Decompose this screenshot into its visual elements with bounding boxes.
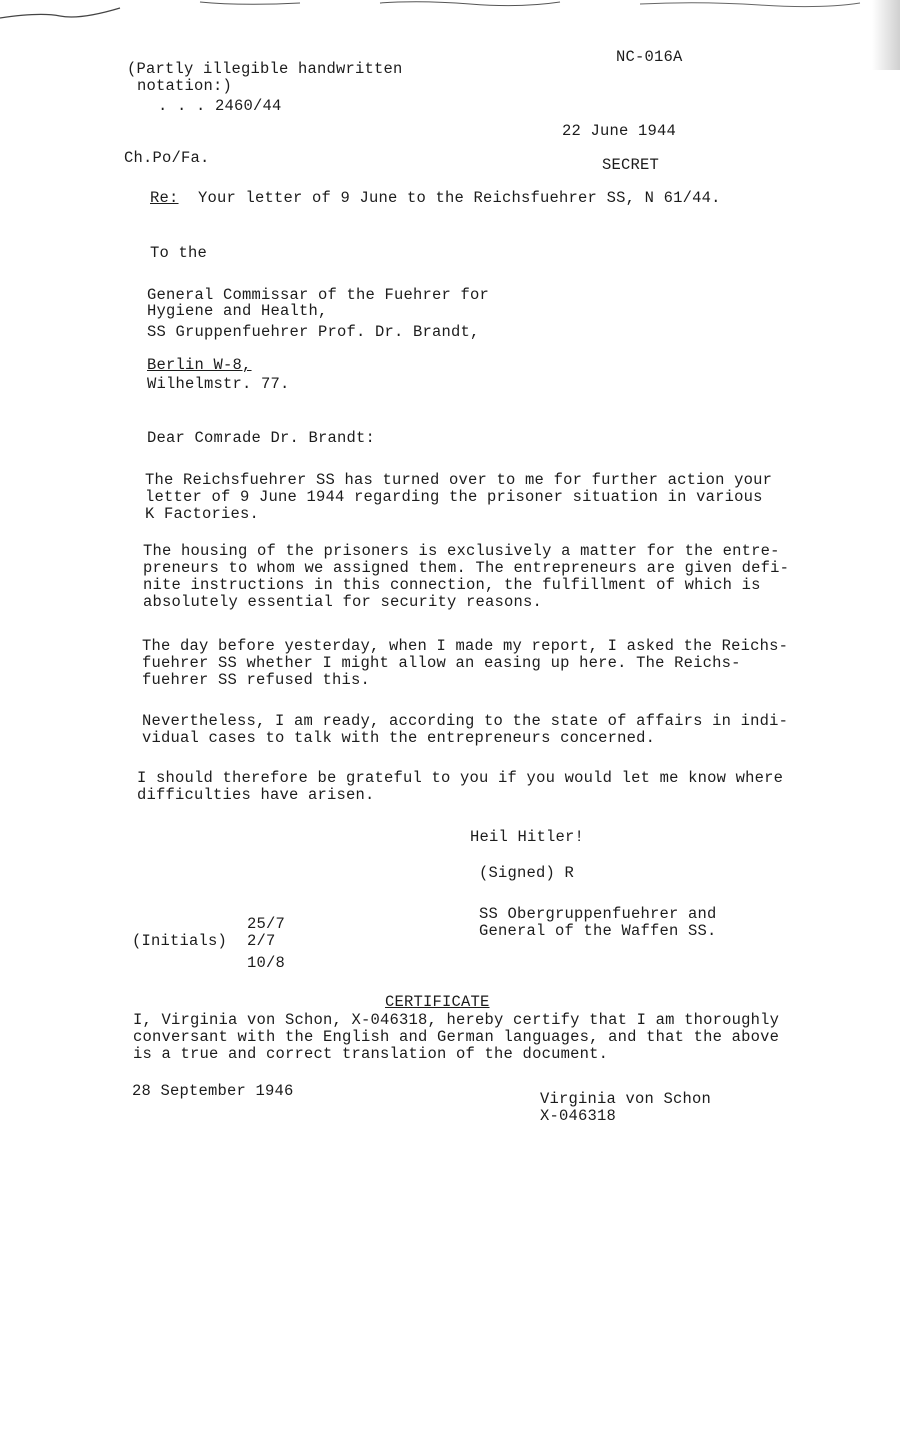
- closing-title-line2: General of the Waffen SS.: [479, 922, 717, 940]
- salutation: Dear Comrade Dr. Brandt:: [147, 429, 376, 447]
- notation-value: . . . 2460/44: [158, 97, 282, 115]
- address-line1: General Commissar of the Fuehrer for: [147, 286, 490, 304]
- document-number: NC-016A: [616, 48, 683, 66]
- address-city: Berlin W-8,: [147, 356, 252, 374]
- address-to: To the: [150, 244, 208, 262]
- body-paragraph-4: Nevertheless, I am ready, according to the state of affairs in indi- vidual cases to talk with the entrepreneurs concerned.: [142, 712, 789, 747]
- notation-label-line1: (Partly illegible handwritten: [127, 60, 403, 78]
- closing-title-line1: SS Obergruppenfuehrer and: [479, 905, 717, 923]
- translator-id: X-046318: [540, 1107, 617, 1125]
- scan-edge-marks: [0, 0, 900, 40]
- body-paragraph-1: The Reichsfuehrer SS has turned over to me for further action your letter of 9 June 1944 regarding the prisoner situation in various K Factories.: [145, 471, 773, 523]
- body-paragraph-3: The day before yesterday, when I made my report, I asked the Reichs- fuehrer SS whether I might allow an easing up here. The Reichs- fuehrer SS refused this.: [142, 637, 789, 689]
- translator-name: Virginia von Schon: [540, 1090, 712, 1108]
- re-text: Your letter of 9 June to the Reichsfuehrer SS, N 61/44.: [198, 189, 721, 207]
- scan-edge-shadow: [872, 0, 900, 70]
- initials-date-1: 25/7: [247, 915, 286, 933]
- certificate-date: 28 September 1946: [132, 1082, 294, 1100]
- address-line3: SS Gruppenfuehrer Prof. Dr. Brandt,: [147, 323, 480, 341]
- initials-label: (Initials): [132, 932, 228, 950]
- notation-label-line2: notation:): [137, 77, 233, 95]
- body-paragraph-5: I should therefore be grateful to you if you would let me know where difficulties have arisen.: [137, 769, 784, 804]
- reference-code: Ch.Po/Fa.: [124, 149, 210, 167]
- address-street: Wilhelmstr. 77.: [147, 375, 290, 393]
- certificate-text: I, Virginia von Schon, X-046318, hereby certify that I am thoroughly conversant with the English and German languages, and that the above is a true and correct translation of the document.: [133, 1011, 780, 1063]
- initials-date-3: 10/8: [247, 954, 286, 972]
- document-date: 22 June 1944: [562, 122, 677, 140]
- classification-label: SECRET: [602, 156, 660, 174]
- certificate-heading: CERTIFICATE: [385, 993, 490, 1011]
- body-paragraph-2: The housing of the prisoners is exclusively a matter for the entre- preneurs to whom we assigned them. The entrepreneurs are given defi- nite instructions in this connection, the fulfillment of which is absolutely essential for security reasons.: [143, 542, 790, 611]
- address-line2: Hygiene and Health,: [147, 302, 328, 320]
- closing-signed: (Signed) R: [479, 864, 575, 882]
- initials-date-2: 2/7: [247, 932, 276, 950]
- closing-greeting: Heil Hitler!: [470, 828, 585, 846]
- re-label: Re:: [150, 189, 179, 207]
